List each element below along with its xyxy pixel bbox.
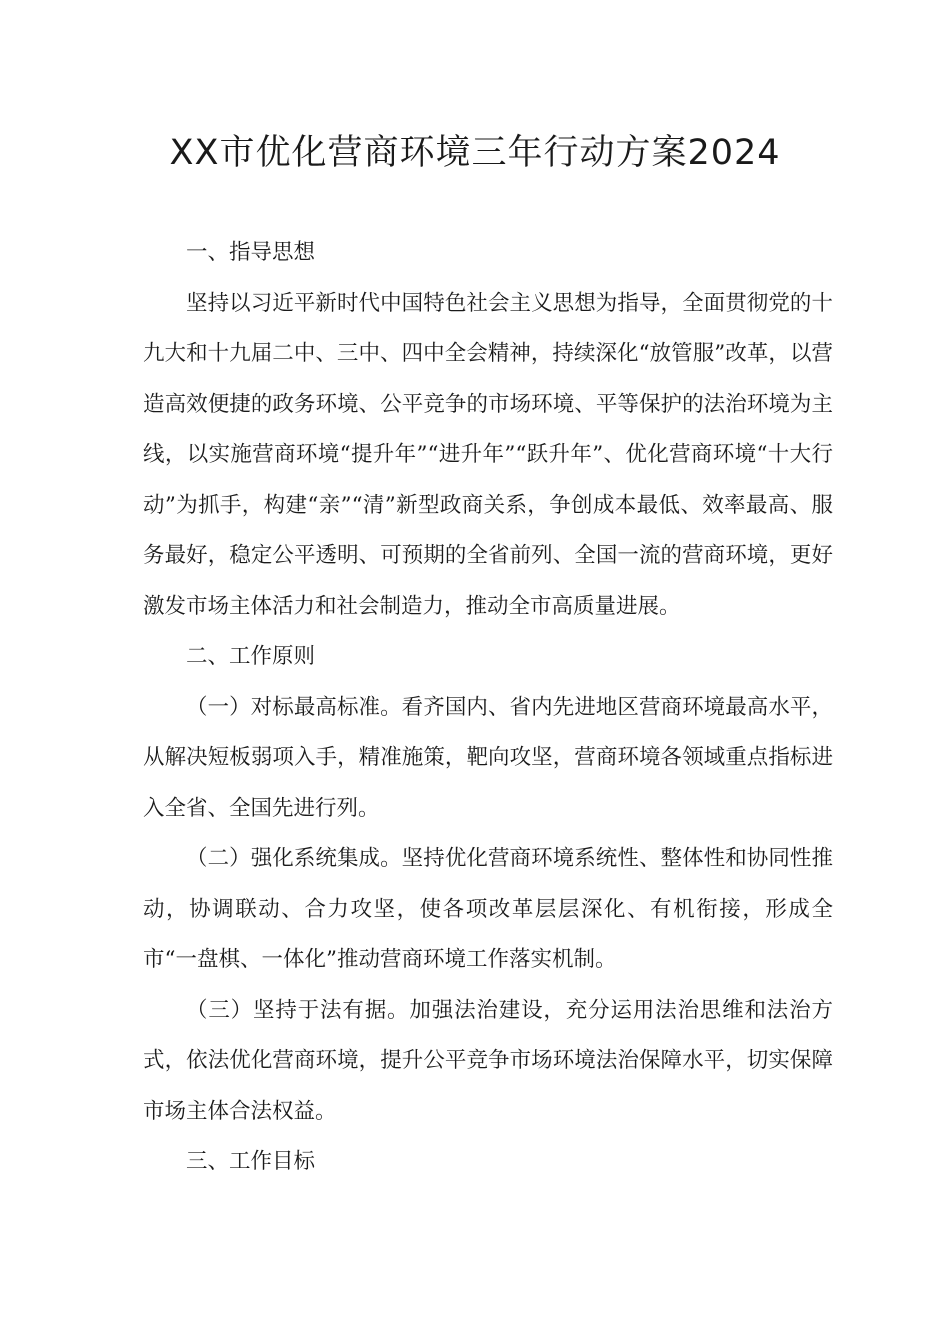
paragraph-principle-3: （三）坚持于法有据。加强法治建设，充分运用法治思维和法治方式，依法优化营商环境，提升公平竞争市场环境法治保障水平，切实保障市场主体合法权益。	[143, 997, 833, 1124]
section-heading-work-goals: 三、工作目标	[186, 1149, 316, 1174]
paragraph-principle-2: （二）强化系统集成。坚持优化营商环境系统性、整体性和协同性推动，协调联动、合力攻坚，使各项改革层层深化、有机衔接，形成全市“一盘棋、一体化”推动营商环境工作落实机制。	[143, 846, 833, 972]
document-title: XX市优化营商环境三年行动方案2024	[169, 133, 781, 173]
paragraph-guiding-ideology: 坚持以习近平新时代中国特色社会主义思想为指导，全面贯彻党的十九大和十九届二中、三中、四中全会精神，持续深化“放管服”改革，以营造高效便捷的政务环境、公平竞争的市场环境、平等保护的法治环境为主线，以实施营商环境“提升年”“进升年”“跃升年”、优化营商环境“十大行动”为抓手，构建“亲”“清”新型政商关系，争创成本最低、效率最高、服务最好，稳定公平透明、可预期的全省前列、全国一流的营商环境，更好激发市场主体活力和社会制造力，推动全市高质量进展。	[143, 290, 833, 619]
section-heading-guiding-ideology: 一、指导思想	[186, 240, 316, 265]
document-body	[143, 228, 833, 1188]
section-heading-work-principles: 二、工作原则	[186, 644, 316, 669]
paragraph-principle-1: （一）对标最高标准。看齐国内、省内先进地区营商环境最高水平，从解决短板弱项入手，精准施策，靶向攻坚，营商环境各领域重点指标进入全省、全国先进行列。	[143, 694, 833, 821]
